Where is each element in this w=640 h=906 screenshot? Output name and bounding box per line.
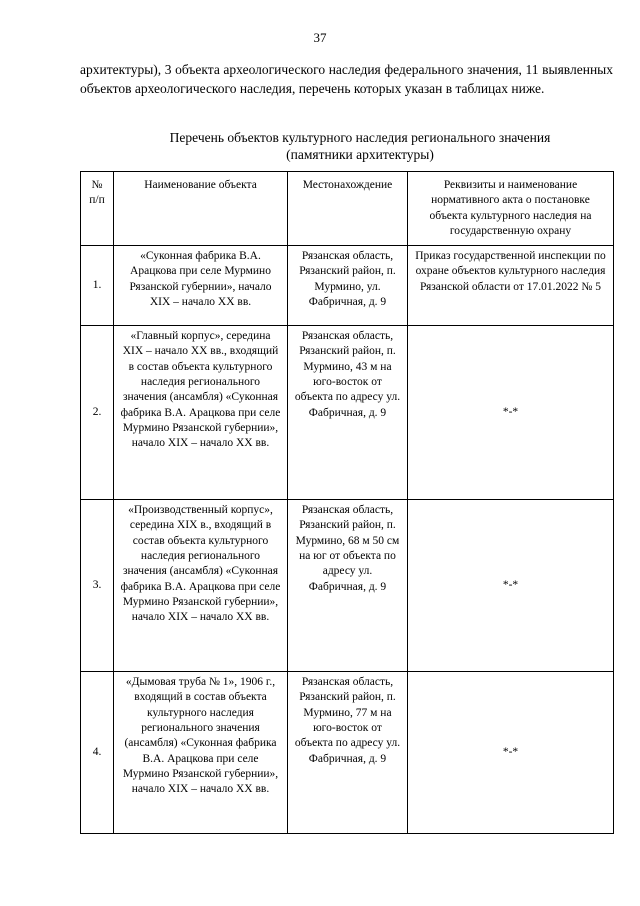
header-name: Наименование объекта — [114, 172, 288, 246]
table-row — [81, 500, 614, 672]
row-name: «Главный корпус», середина XIX – начало XX вв., входящий в состав объекта культурного наследия регионального значения (ансамбля) «Суконная фабрика В.А. Арацкова при селе Мурмино Рязанской губернии», начало XIX – начало XX вв. — [114, 326, 288, 500]
row-location: Рязанская область, Рязанский район, п. Мурмино, ул. Фабричная, д. 9 — [288, 246, 408, 326]
header-num: № п/п — [81, 172, 114, 246]
table-row — [81, 672, 614, 834]
table-title-line-1: Перечень объектов культурного наследия регионального значения — [169, 130, 551, 145]
table-title-line-2: (памятники архитектуры) — [286, 147, 434, 162]
row-name: «Суконная фабрика В.А. Арацкова при селе Мурмино Рязанской губернии», начало XIX – начало XX вв. — [114, 246, 288, 326]
table-title — [80, 129, 640, 163]
intro-paragraph: архитектуры), 3 объекта археологического наследия федерального значения, 11 выявленных объектов археологического наследия, перечень которых указан в таблицах ниже. — [80, 62, 613, 96]
row-name: «Производственный корпус», середина XIX в., входящий в состав объекта культурного наследия регионального значения (ансамбля) «Суконная фабрика В.А. Арацкова при селе Мурмино Рязанской губернии», начало XIX – начало XX вв. — [114, 500, 288, 672]
header-requisites: Реквизиты и наименование нормативного акта о постановке объекта культурного наследия на государственную охрану — [408, 172, 614, 246]
row-num: 3. — [81, 500, 114, 672]
row-num: 2. — [81, 326, 114, 500]
row-requisites: *-* — [408, 326, 614, 500]
row-num: 4. — [81, 672, 114, 834]
table-row — [81, 246, 614, 326]
row-location: Рязанская область, Рязанский район, п. Мурмино, 77 м на юго-восток от объекта по адресу ул. Фабричная, д. 9 — [288, 672, 408, 834]
row-requisites: Приказ государственной инспекции по охране объектов культурного наследия Рязанской области от 17.01.2022 № 5 — [408, 246, 614, 326]
page-number: 37 — [313, 30, 327, 45]
row-location: Рязанская область, Рязанский район, п. Мурмино, 43 м на юго-восток от объекта по адресу ул. Фабричная, д. 9 — [288, 326, 408, 500]
row-num: 1. — [81, 246, 114, 326]
row-requisites: *-* — [408, 500, 614, 672]
heritage-table — [80, 171, 614, 834]
row-location: Рязанская область, Рязанский район, п. Мурмино, 68 м 50 см на юг от объекта по адресу ул. Фабричная, д. 9 — [288, 500, 408, 672]
table-row — [81, 326, 614, 500]
row-requisites: *-* — [408, 672, 614, 834]
row-name: «Дымовая труба № 1», 1906 г., входящий в состав объекта культурного наследия регионального значения (ансамбля) «Суконная фабрика В.А. Арацкова при селе Мурмино Рязанской губернии», начало XIX – начало XX вв. — [114, 672, 288, 834]
table-header-row — [81, 172, 614, 246]
header-location: Местонахождение — [288, 172, 408, 246]
